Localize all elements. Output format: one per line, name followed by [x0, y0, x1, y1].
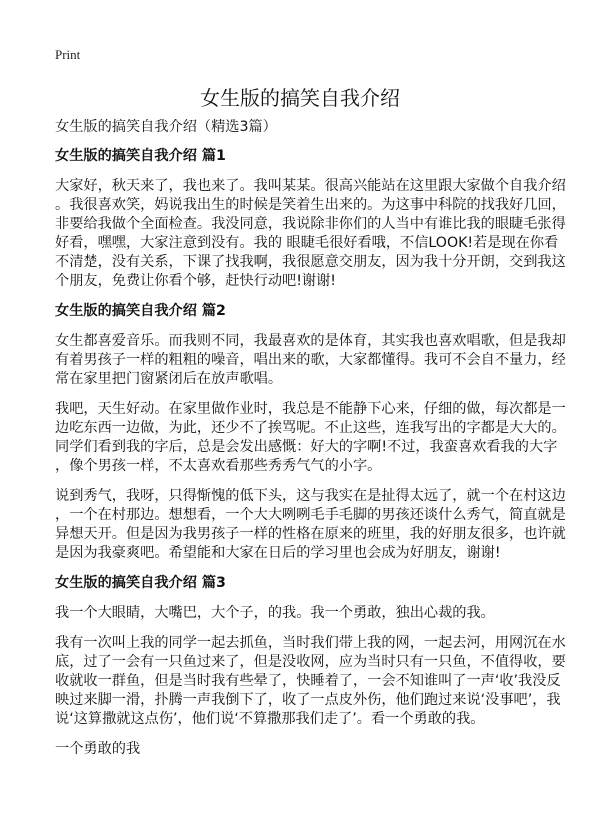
paragraph-line: 一个勇敢的我 [55, 741, 141, 757]
article-body [55, 118, 566, 770]
paragraph-line: ，一个在村那边。想想看，一个大大咧咧毛手毛脚的男孩还谈什么秀气，简直就是 [55, 507, 566, 523]
page-title: 女生版的搞笑自我介绍 [200, 86, 400, 110]
paragraph-line: 好看，嘿嘿，大家注意到没有。我的 眼睫毛很好看哦，不信LOOK!若是现在你看 [55, 235, 559, 251]
paragraph-line: 是因为我豪爽吧。希望能和大家在日后的学习里也会成为好朋友，谢谢! [55, 545, 501, 561]
paragraph [55, 400, 566, 476]
paragraph-line: ，像个男孩一样，不太喜欢看那些秀秀气气的小字。 [55, 458, 382, 474]
paragraph-line: 不清楚，没有关系，下课了找我啊，我很愿意交朋友，因为我十分开朗，交到我这 [55, 254, 566, 270]
paragraph-line: 异想天开。但是因为我男孩子一样的性格在原来的班里，我的好朋友很多，也许就 [55, 526, 566, 542]
paragraph-line: 边吃东西一边做，为此，还少不了挨骂呢。不止这些，连我写出的字都是大大的。 [55, 420, 566, 436]
paragraph-line: 我一个大眼睛，大嘴巴，大个子，的我。我一个勇敢，独出心裁的我。 [55, 605, 495, 621]
paragraph-line: 。我很喜欢笑，妈说我出生的时候是笑着生出来的。为这事中科院的找我好几回， [55, 197, 566, 213]
paragraph [55, 332, 566, 389]
paragraph-line: 有着男孩子一样的粗粗的噪音，唱出来的歌，大家都懂得。我可不会自不量力，经 [55, 352, 566, 368]
section-2 [55, 302, 566, 563]
section-heading: 女生版的搞笑自我介绍 篇1 [55, 148, 226, 164]
paragraph [55, 604, 555, 623]
paragraph-line: 我吧，天生好动。在家里做作业时，我总是不能静下心来，仔细的做，每次都是一 [55, 401, 566, 417]
sections [55, 147, 566, 759]
paragraph-line: 女生都喜爱音乐。而我则不同，我最喜欢的是体育，其实我也喜欢唱歌，但是我却 [55, 333, 566, 349]
paragraph-line: 非要给我做个全面检查。我没同意，我说除非你们的人当中有谁比我的眼睫毛张得 [55, 216, 566, 232]
paragraph [55, 634, 566, 729]
paragraph-line: 同学们看到我的字后，总是会发出感慨：好大的字啊!不过，我蛮喜欢看我的大字 [55, 439, 558, 455]
paragraph [55, 177, 566, 291]
paragraph-line: 说‘这算撒就这点伤’，他们说‘不算撒那我们走了’。看一个勇敢的我。 [55, 711, 485, 727]
paragraph-line: 说到秀气，我呀，只得惭愧的低下头，这与我实在是扯得太远了，就一个在村这边 [55, 488, 566, 504]
paragraph-line: 个朋友，免费让你看个够，赶快行动吧!谢谢! [55, 273, 336, 289]
section-heading: 女生版的搞笑自我介绍 篇2 [55, 303, 226, 319]
paragraph-line: 我有一次叫上我的同学一起去抓鱼，当时我们带上我的网，一起去河，用网沉在水 [55, 635, 566, 651]
section-3 [55, 574, 566, 759]
paragraph-line: 大家好，秋天来了，我也来了。我叫某某。很高兴能站在这里跟大家做个自我介绍 [55, 178, 566, 194]
section-1 [55, 147, 566, 291]
article-subtitle: 女生版的搞笑自我介绍（精选3篇） [55, 119, 277, 135]
paragraph-line: 收就收一群鱼，但是当时我有些晕了，快睡着了，一会不知谁叫了一声‘收’我没反 [55, 673, 561, 689]
paragraph [55, 487, 566, 563]
paragraph [55, 740, 555, 759]
paragraph-line: 映过来脚一滑，扑腾一声我倒下了，收了一点皮外伤，他们跑过来说‘没事吧’，我 [55, 692, 561, 708]
paragraph-line: 常在家里把门窗紧闭后在放声歌唱。 [55, 371, 283, 387]
paragraph-line: 底，过了一会有一只鱼过来了，但是没收网，应为当时只有一只鱼，不值得收，要 [55, 654, 566, 670]
section-heading: 女生版的搞笑自我介绍 篇3 [55, 575, 226, 591]
print-link[interactable]: Print [55, 47, 81, 62]
